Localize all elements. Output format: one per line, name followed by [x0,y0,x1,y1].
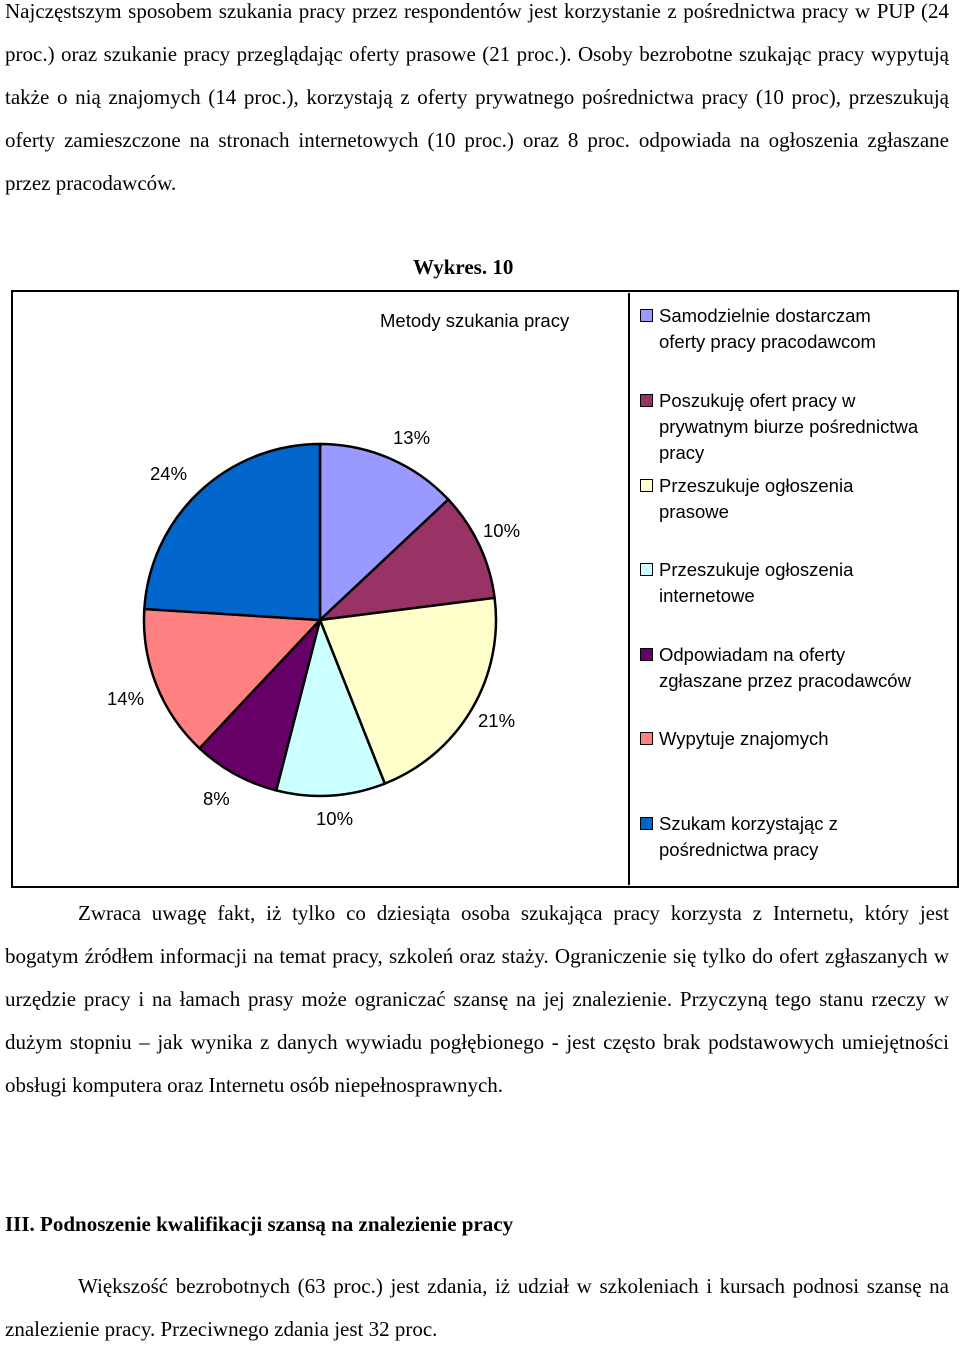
legend-label [659,811,838,863]
intro-paragraph: Najczęstszym sposobem szukania pracy przez respondentów jest korzystanie z pośrednictwa pracy w PUP (24 proc.) oraz szukanie pracy przeglądając oferty prasowe (21 proc.). Osoby bezrobotne szukając pracy wypytują także o nią znajomych (14 proc.), korzystają z oferty prywatnego pośrednictwa pracy (10 proc), przeszukują oferty zamieszczone na stronach internetowych (10 proc.) oraz 8 proc. odpowiada na ogłoszenia zgłaszane przez pracodawców. [5,0,949,195]
legend-item [640,642,956,694]
legend-label [659,473,853,525]
closing-paragraph: Większość bezrobotnych (63 proc.) jest zdania, iż udział w szkoleniach i kursach podnosi szansę na znalezienie pracy. Przeciwnego zdania jest 32 proc. [5,1274,949,1341]
legend-label-line: oferty pracy pracodawcom [659,331,876,352]
legend-label-line: prywatnym biurze pośrednictwa [659,416,919,437]
analysis-paragraph: Zwraca uwagę fakt, iż tylko co dziesiąta osoba szukająca pracy korzysta z Internetu, który jest bogatym źródłem informacji na temat pracy, szkoleń oraz staży. Ograniczenie się tylko do ofert zgłaszanych w urzędzie pracy i na łamach prasy może ograniczać szansę na jej znalezienie. Przyczyną tego stanu rzeczy w dużym stopniu – jak wynika z danych wywiadu pogłębionego - jest często brak podstawowych umiejętności obsługi komputera oraz Internetu osób niepełnosprawnych. [5,901,949,1097]
legend-label-line: Przeszukuje ogłoszenia [659,559,854,580]
legend-label-line: pracy [659,442,705,463]
legend-swatch [640,817,653,830]
legend-swatch [640,479,653,492]
legend-label [659,726,828,752]
slice-value-label: 10% [316,808,354,829]
legend-swatch [640,563,653,576]
legend-item [640,726,956,752]
legend-swatch [640,394,653,407]
slice-value-label: 21% [478,710,516,731]
legend-item [640,388,956,466]
legend-label-line: Szukam korzystając z [659,813,838,834]
chart-title: Metody szukania pracy [380,310,570,331]
legend-swatch [640,309,653,322]
slice-value-label: 13% [393,427,431,448]
legend-label-line: Wypytuje znajomych [659,728,829,749]
slice-value-label: 14% [107,688,145,709]
legend-label-line: Samodzielnie dostarczam [659,305,871,326]
chart-legend [628,293,957,885]
legend-label-line: Poszukuję ofert pracy w [659,390,856,411]
legend-item [640,811,956,863]
slice-value-label: 8% [203,788,230,809]
legend-label-line: prasowe [659,501,729,522]
section-heading: III. Podnoszenie kwalifikacji szansą na znalezienie pracy [5,1212,514,1236]
legend-swatch [640,732,653,745]
legend-item [640,473,956,525]
legend-label [659,388,918,466]
legend-label [659,303,876,355]
slice-value-label: 24% [150,463,188,484]
legend-label [659,557,853,609]
legend-item [640,303,956,355]
legend-label [659,642,911,694]
legend-item [640,557,956,609]
legend-label-line: Przeszukuje ogłoszenia [659,475,854,496]
legend-label-line: pośrednictwa pracy [659,839,819,860]
legend-label-line: internetowe [659,585,755,606]
legend-label-line: zgłaszane przez pracodawców [659,670,911,691]
figure-caption: Wykres. 10 [413,255,514,279]
legend-label-line: Odpowiadam na oferty [659,644,846,665]
slice-value-label: 10% [483,520,521,541]
legend-swatch [640,648,653,661]
